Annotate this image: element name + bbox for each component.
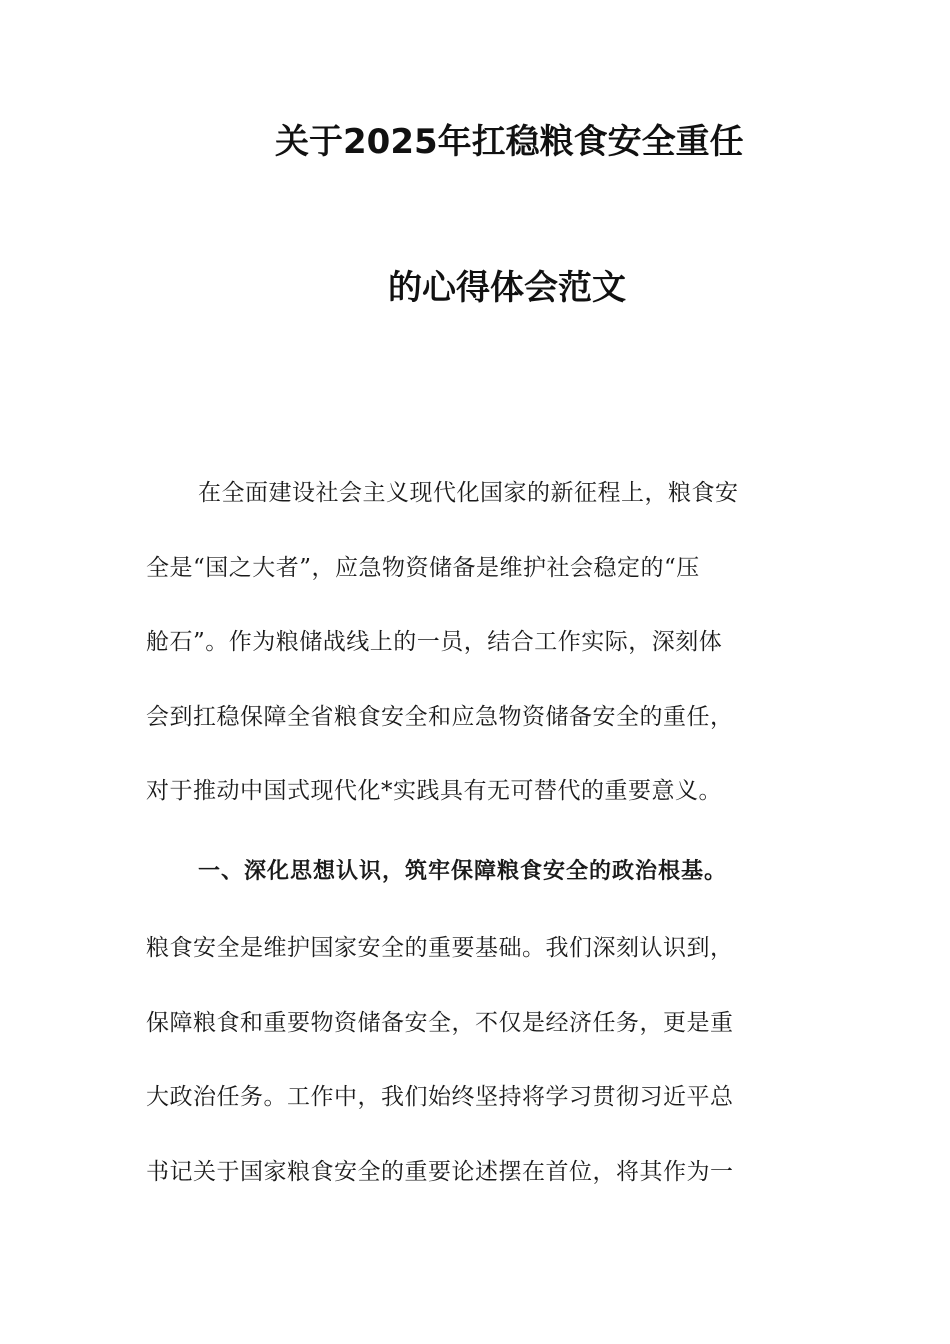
intro-line-5: 对于推动中国式现代化*实践具有无可替代的重要意义。 (146, 778, 722, 804)
section-heading: 一、深化思想认识，筑牢保障粮食安全的政治根基。 (198, 859, 728, 884)
section-line-2: 保障粮食和重要物资储备安全，不仅是经济任务，更是重 (146, 1010, 734, 1036)
section-line-4: 书记关于国家粮食安全的重要论述摆在首位，将其作为一 (146, 1159, 734, 1185)
section-line-3: 大政治任务。工作中，我们始终坚持将学习贯彻习近平总 (146, 1084, 734, 1110)
intro-line-1: 在全面建设社会主义现代化国家的新征程上，粮食安 (198, 480, 739, 506)
section-line-1: 粮食安全是维护国家安全的重要基础。我们深刻认识到， (146, 935, 734, 961)
intro-line-3: 舱石”。作为粮储战线上的一员，结合工作实际，深刻体 (146, 629, 723, 655)
intro-line-2: 全是“国之大者”，应急物资储备是维护社会稳定的“压 (146, 555, 700, 581)
document-title-line-2: 的心得体会范文 (388, 268, 626, 308)
document-title-line-1: 关于2025年扛稳粮食安全重任 (275, 122, 744, 162)
intro-line-4: 会到扛稳保障全省粮食安全和应急物资储备安全的重任， (146, 704, 734, 730)
